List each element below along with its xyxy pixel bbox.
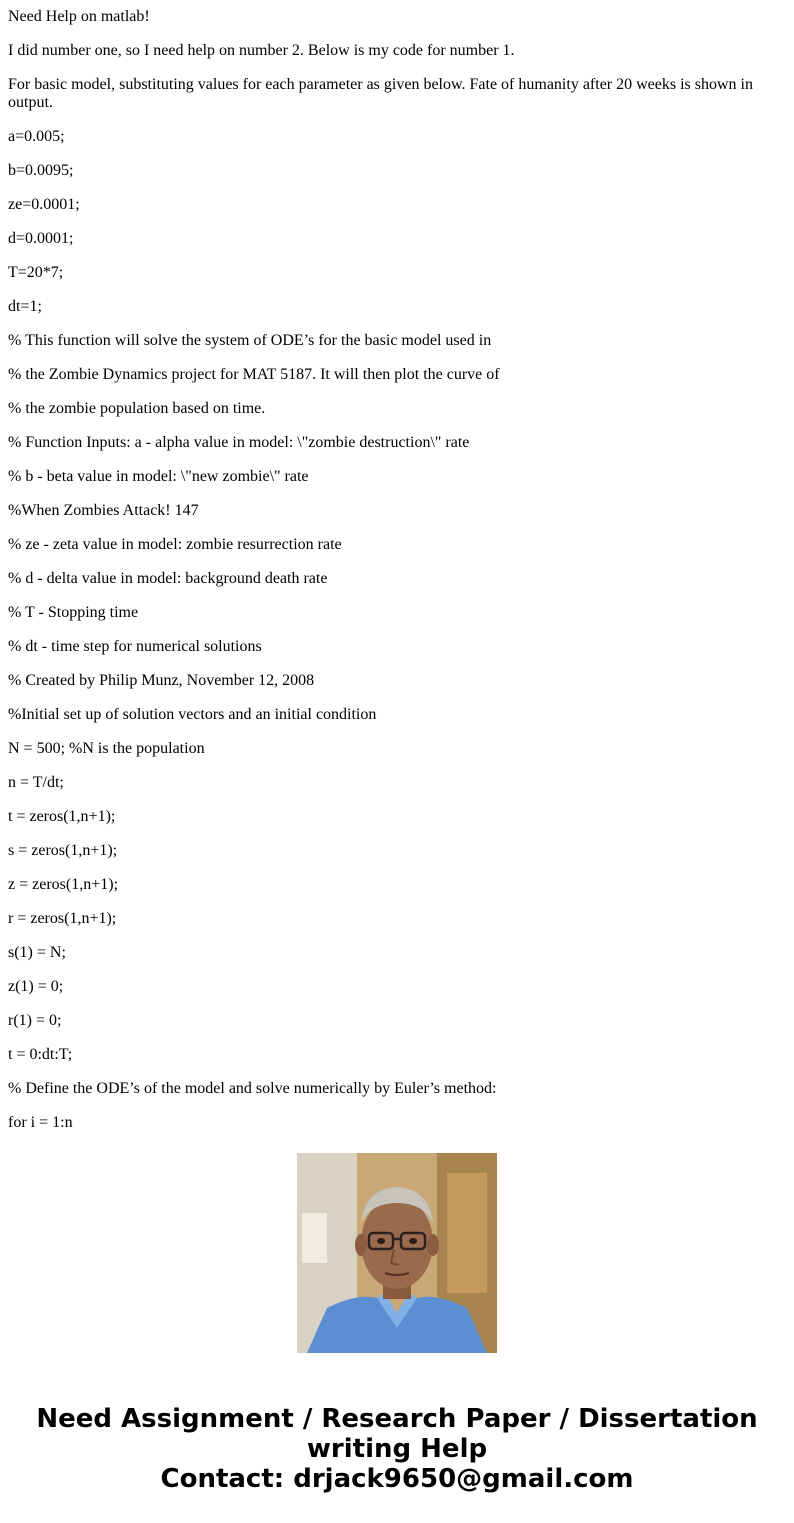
banner-line: Need Assignment / Research Paper / Dissertation bbox=[36, 1404, 758, 1434]
question-title: Need Help on matlab! bbox=[8, 8, 150, 25]
paragraph: I did number one, so I need help on number 2. Below is my code for number 1. bbox=[8, 42, 515, 59]
code-line: T=20*7; bbox=[8, 264, 64, 281]
code-line: %When Zombies Attack! 147 bbox=[8, 502, 199, 519]
code-line: % This function will solve the system of ODE’s for the basic model used in bbox=[8, 332, 492, 349]
code-line: d=0.0001; bbox=[8, 230, 74, 247]
contact-email: Contact: drjack9650@gmail.com bbox=[160, 1464, 634, 1494]
code-line: dt=1; bbox=[8, 298, 42, 315]
code-line: % d - delta value in model: background death rate bbox=[8, 570, 328, 587]
code-line: t = 0:dt:T; bbox=[8, 1046, 73, 1063]
code-line: % ze - zeta value in model: zombie resurrection rate bbox=[8, 536, 342, 553]
code-line: ze=0.0001; bbox=[8, 196, 80, 213]
code-line: % Function Inputs: a - alpha value in model: \"zombie destruction\" rate bbox=[8, 434, 470, 451]
code-line: % the zombie population based on time. bbox=[8, 400, 266, 417]
code-line: for i = 1:n bbox=[8, 1114, 73, 1131]
paragraph: For basic model, substituting values for each parameter as given below. Fate of humanity after 20 weeks is shown in output. bbox=[8, 76, 753, 111]
code-line: N = 500; %N is the population bbox=[8, 740, 205, 757]
code-line: % dt - time step for numerical solutions bbox=[8, 638, 262, 655]
question-body bbox=[8, 0, 786, 1131]
code-line: z = zeros(1,n+1); bbox=[8, 876, 119, 893]
banner-line: writing Help bbox=[306, 1434, 488, 1464]
code-line: r(1) = 0; bbox=[8, 1012, 62, 1029]
code-line: % Created by Philip Munz, November 12, 2008 bbox=[8, 672, 315, 689]
avatar bbox=[297, 1153, 497, 1353]
contact-banner bbox=[0, 1404, 794, 1494]
code-line: % Define the ODE’s of the model and solve numerically by Euler’s method: bbox=[8, 1080, 497, 1097]
code-line: %Initial set up of solution vectors and an initial condition bbox=[8, 706, 377, 723]
code-line: s = zeros(1,n+1); bbox=[8, 842, 118, 859]
code-line: % T - Stopping time bbox=[8, 604, 139, 621]
code-line: t = zeros(1,n+1); bbox=[8, 808, 116, 825]
avatar-photo bbox=[297, 1153, 497, 1353]
code-line: r = zeros(1,n+1); bbox=[8, 910, 117, 927]
code-line: z(1) = 0; bbox=[8, 978, 64, 995]
code-line: n = T/dt; bbox=[8, 774, 64, 791]
code-line: s(1) = N; bbox=[8, 944, 66, 961]
code-line: a=0.005; bbox=[8, 128, 65, 145]
code-line: % the Zombie Dynamics project for MAT 5187. It will then plot the curve of bbox=[8, 366, 500, 383]
code-line: % b - beta value in model: \"new zombie\" rate bbox=[8, 468, 309, 485]
code-line: b=0.0095; bbox=[8, 162, 74, 179]
